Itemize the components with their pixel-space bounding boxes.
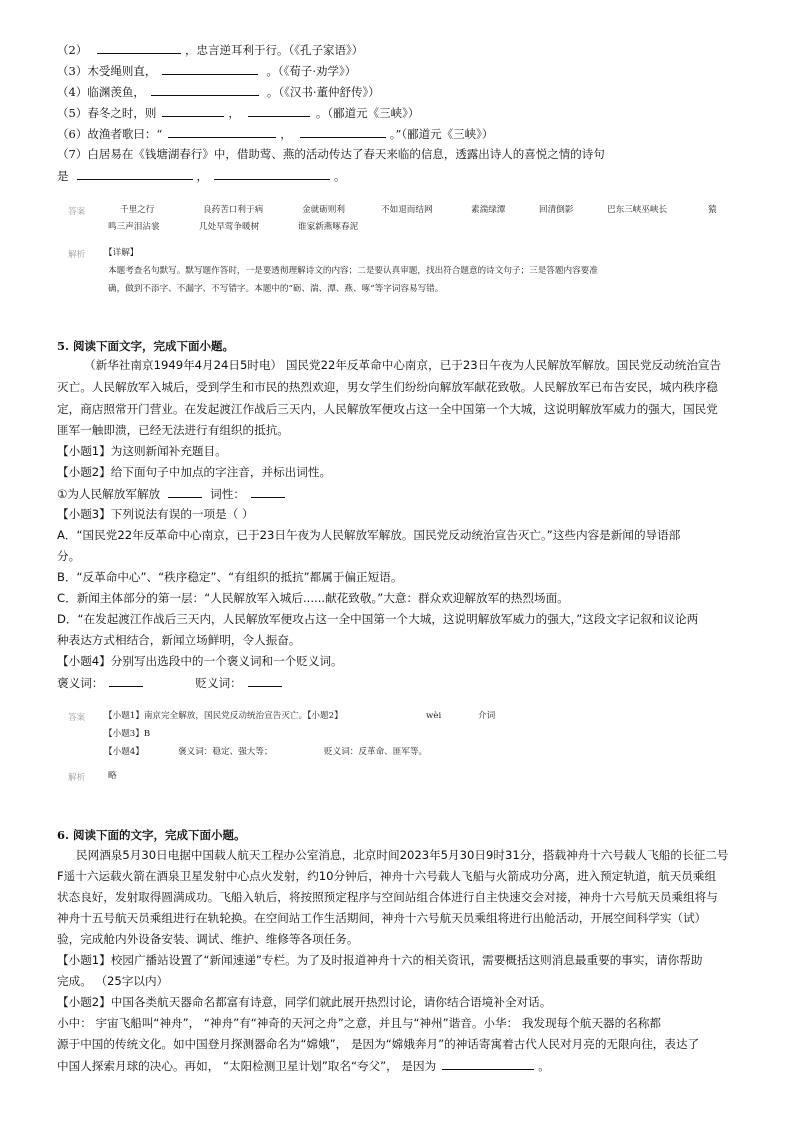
- item-text: （7）白居易在《钱塘湖春行》中，借助莺、燕的活动传达了春天来临的信息，透露出诗人的喜悦之情的诗句: [57, 147, 605, 161]
- q5-option-a-cont: 分。: [57, 549, 81, 563]
- answer-blank[interactable]: [109, 673, 143, 687]
- item-text: （4）临渊羡鱼，: [57, 85, 145, 99]
- q5-subquestion-4: 【小题4】分别写出选段中的一个褒义词和一个贬义词。: [57, 654, 343, 668]
- q4-item-7: [57, 145, 754, 163]
- answer-text: 【小题1】南京完全解放，国民党反动统治宣告灭亡。【小题2】: [104, 711, 343, 721]
- item-text: 。（郦道元《三峡》）: [315, 106, 420, 120]
- q4-item-3: [57, 61, 754, 80]
- q6-subquestion-2: 【小题2】中国各类航天器命名都富有诗意，同学们就此展开热烈讨论，请你结合语境补全对话。: [57, 995, 552, 1009]
- answer-text: 褒义词：稳定、强大等；: [178, 747, 273, 757]
- answer-item: 不如退而结网: [381, 205, 433, 215]
- answer-item: 千里之行: [120, 205, 155, 215]
- q4-item-2: [57, 40, 754, 59]
- item-text: 。（《汉书·董仲舒传》）: [266, 85, 380, 99]
- q5-option-d[interactable]: D．“在发起渡江作战后三天内，人民解放军便攻占这一全中国第一个大城，这说明解放军威力的强大，”这段文字记叙和议论两: [57, 612, 699, 626]
- q6-paragraph: 民网酒泉5月30日电据中国载人航天工程办公室消息，北京时间2023年5月30日9时31分，搭载神舟十六号载人飞船的长征二号: [76, 848, 729, 862]
- analysis-text: 本题考查名句默写。默写题作答时，一是要透彻理解诗文的内容；二是要认真审题，找出符合题意的诗文句子；三是答题内容要准: [108, 266, 598, 276]
- answer-blank[interactable]: [168, 124, 276, 138]
- answer-blank[interactable]: [251, 484, 285, 498]
- q5-option-b[interactable]: B．“反革命中心”、“秩序稳定”、“有组织的抵抗”都属于偏正短语。: [57, 570, 403, 584]
- answer-item: 鸣三声泪沾裳: [108, 222, 160, 232]
- answer-item: 回清倒影: [539, 205, 574, 215]
- item-text: 褒义词：: [57, 676, 104, 690]
- item-text: 。: [334, 169, 346, 183]
- item-text: ，: [228, 106, 240, 120]
- analysis-label: 解析: [68, 773, 86, 783]
- q5-option-a[interactable]: A．“国民党22年反革命中心南京，已于23日午夜为人民解放军解放。国民党反动统治宣告灭亡。”这些内容是新闻的导语部: [57, 528, 681, 542]
- answer-item: 谁家新燕啄春泥: [298, 222, 359, 232]
- question-6-title: 6. 阅读下面的文字，完成下面小题。: [57, 828, 246, 842]
- q5-paragraph: （新华社南京1949年4月24日5时电） 国民党22年反革命中心南京，已于23日午夜为人民解放军解放。国民党反动统治宣告: [84, 358, 722, 372]
- answer-label: 答案: [68, 207, 86, 217]
- answer-item: 素湍绿潭: [471, 205, 506, 215]
- item-text: （6）故渔者歌曰：“: [57, 127, 163, 141]
- q6-paragraph: 神舟十五号航天员乘组进行在轨轮换。在空间站工作生活期间，神舟十六号航天员乘组将进行出舱活动，开展空间科学实（试）: [57, 911, 707, 925]
- answer-item: 良药苦口利于病: [203, 205, 264, 215]
- q6-dialogue-last: [57, 1056, 754, 1075]
- q6-paragraph: 验，完成舱内外设备安装、调试、维护、维修等各项任务。: [57, 932, 359, 946]
- q6-subquestion-1: 【小题1】校园广播站设置了“新闻速递”专栏。为了及时报道神舟十六的相关资讯，需要概括这则消息最重要的事实，请你帮助: [57, 953, 703, 967]
- answer-blank[interactable]: [162, 61, 258, 75]
- q5-option-d-cont: 种表达方式相结合，新闻立场鲜明，令人振奋。: [57, 633, 301, 647]
- answer-item: 巴东三峡巫峡长: [607, 205, 668, 215]
- answer-blank[interactable]: [248, 673, 282, 687]
- answer-blank[interactable]: [97, 40, 181, 54]
- q5-subquestion-1: 【小题1】为这则新闻补充题目。: [57, 444, 227, 458]
- answer-blank[interactable]: [300, 124, 386, 138]
- q4-item-5: [57, 103, 754, 122]
- item-text: 。: [538, 1059, 550, 1073]
- analysis-label: 解析: [68, 250, 86, 260]
- item-number: （2）: [57, 43, 88, 57]
- answer-item: 几处早莺争暖树: [199, 222, 260, 232]
- answer-blank[interactable]: [168, 484, 202, 498]
- answer-blank[interactable]: [162, 103, 224, 117]
- item-text: ①为人民解放军解放: [57, 487, 161, 501]
- item-text: 是: [57, 169, 69, 183]
- q6-paragraph: F遥十六运载火箭在酒泉卫星发射中心点火发射，约10分钟后，神舟十六号载人飞船与火箭成功分离，进入预定轨道，航天员乘组: [57, 869, 717, 883]
- q5-paragraph: 灭亡。人民解放军入城后，受到学生和市民的热烈欢迎，男女学生们纷纷向解放军献花致敬。人民解放军已布告安民，城内秩序稳: [57, 380, 718, 394]
- q5-subquestion-2a: [57, 484, 754, 503]
- q6-dialogue: 小中： 宇宙飞船叫“神舟”， “神舟”有“神奇的天河之舟”之意，并且与“神州”谐音。小华： 我发现每个航天器的名称都: [57, 1016, 662, 1030]
- item-text: 。（《荀子·劝学》）: [266, 64, 357, 78]
- q5-subquestion-4-blanks: [57, 673, 754, 692]
- item-text: 词性：: [210, 487, 245, 501]
- q5-subquestion-2: 【小题2】给下面句子中加点的字注音，并标出词性。: [57, 465, 332, 479]
- answer-text: wèi: [426, 711, 442, 721]
- q6-subquestion-1-cont: 完成。 （25字以内）: [57, 974, 169, 988]
- item-text: 。”（郦道元《三峡》）: [389, 127, 494, 141]
- q4-item-6: [57, 124, 754, 143]
- item-text: （3）木受绳则直，: [57, 64, 157, 78]
- answer-blank[interactable]: [442, 1056, 534, 1070]
- answer-label: 答案: [68, 713, 86, 723]
- q6-paragraph: 状态良好，发射取得圆满成功。飞船入轨后，将按照预定程序与空间站组合体进行自主快速交会对接，神舟十六号航天员乘组将与: [57, 890, 718, 904]
- q6-dialogue: 源于中国的传统文化。如中国登月探测器命名为“嫦娥”， 是因为“嫦娥奔月”的神话寄寓着古代人民对月亮的无限向往，表达了: [57, 1037, 700, 1051]
- answer-blank[interactable]: [77, 166, 193, 180]
- answer-text: 【小题4】: [104, 747, 144, 757]
- answer-blank[interactable]: [151, 82, 259, 96]
- answer-blank[interactable]: [214, 166, 330, 180]
- q5-subquestion-3: 【小题3】下列说法有误的一项是（ ）: [57, 507, 254, 521]
- item-text: ，: [196, 169, 208, 183]
- analysis-heading: 【详解】: [104, 248, 139, 258]
- answer-item: 金就砺则利: [302, 205, 345, 215]
- item-text: ，: [280, 127, 292, 141]
- question-5-title: 5. 阅读下面文字，完成下面小题。: [57, 339, 235, 353]
- item-text: ，忠言逆耳利于行。（《孔子家语》）: [184, 43, 364, 57]
- answer-item: 猿: [708, 205, 717, 215]
- q5-paragraph: 定，商店照常开门营业。在发起渡江作战后三天内，人民解放军便攻占这一全中国第一个大城，这说明解放军威力的强大，国民党: [57, 402, 718, 416]
- answer-blank[interactable]: [248, 103, 310, 117]
- analysis-text: 略: [108, 771, 117, 781]
- answer-text: 介词: [478, 711, 496, 721]
- analysis-text: 确，做到不添字、不漏字、不写错字。本题中的“砺、湍、潭、燕、啄”等字词容易写错。: [108, 284, 444, 294]
- q4-item-4: [57, 82, 754, 101]
- item-text: 贬义词：: [195, 676, 242, 690]
- q4-item-7-line2: [57, 166, 754, 185]
- q5-paragraph: 匪军一触即溃，已经无法进行有组织的抵抗。: [57, 423, 289, 437]
- answer-text: 【小题3】B: [104, 729, 151, 739]
- answer-text: 贬义词：反革命、匪军等。: [324, 747, 428, 757]
- item-text: 中国人探索月球的决心。再如， “太阳检测卫星计划”取名“夸父”， 是因为: [57, 1059, 437, 1073]
- item-text: （5）春冬之时，则: [57, 106, 157, 120]
- q5-option-c[interactable]: C．新闻主体部分的第一层：“人民解放军入城后......献花致敬。”大意：群众欢迎解放军的热烈场面。: [57, 591, 569, 605]
